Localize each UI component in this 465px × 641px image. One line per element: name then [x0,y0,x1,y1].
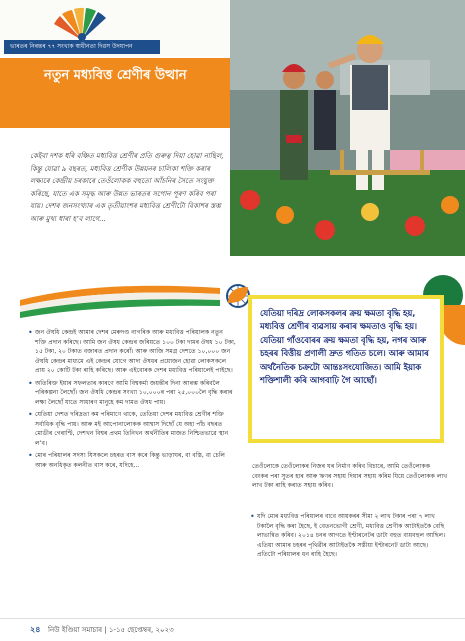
right-bullet-list [250,512,448,563]
list-item: • অতিৰিক্ত ইয়াৰ সফলতাৰ কাৰণে আমি বিশ্বকৰ্মা জয়ন্তীৰ দিনা আৰম্ভ কৰিবলৈ পৰিকল্পনা লৈছোঁ। জন ঔষধি কেন্দ্ৰৰ সংখ্যা ১০,০০০ৰ পৰা ২৫,০০০লৈ বৃদ্ধি কৰাৰ লক্ষ্য লৈছোঁ যাতে সাধাৰণ মানুহে কম দামত ঔষধ পায়। [28,379,236,408]
list-item: • জন ঔষধি কেন্দ্ৰই আমাৰ দেশৰ মেৰুদণ্ড নাগৰিক আৰু মধ্যবিত্ত পৰিয়ালক নতুন শক্তি প্ৰদান কৰিছে। আমি জন ঔষধ কেন্দ্ৰৰ জৰিয়তে ১০০ টকা দামৰ ঔষধ ১০ টকা, ১৫ টকা, ২০ টকাত বজাৰত প্ৰদান কৰোঁ। আৰু আজি সমগ্ৰ দেশতে ১০,০০০ জন ঔষধি কেন্দ্ৰৰ মাধ্যমে এই কেন্দ্ৰৰ যোগে আদা ঔষধৰ প্ৰয়োজন হোৱা লোকসকলে প্ৰায় ২০ কোটি টকা ৰাহি কৰিছে। আৰু এইবোৰক দেশৰ মধ্যবিত্ত পৰিয়ালেই পাইছে। [28,328,236,376]
right-paragraph: তেওঁলোকে তেওঁলোকৰ নিজৰ ঘৰ নিৰ্মাণ কৰিব বিচাৰে, আমি তেওঁলোকক বেংকৰ পৰা সুতৰ হাৰ আৰু ঋণৰ সহায় দিয়াৰ সহায় কৰিম যিয়ে তেওঁলোকক লাখ লাখ টকা ৰাহি কৰাত সহায় কৰিব। [252,463,448,489]
banner-strip: ভাৰতৰ নিৰন্তৰ ৭৭ সংখ্যক স্বাধীনতা দিৱস উদযাপন [4,40,160,54]
leaf-icon [226,285,250,305]
list-item: • যদি মোৰ মধ্যবিত্ত পৰিয়ালৰ বাবে আয়কৰৰ সীমা ২ লাখ টকাৰ পৰা ৭ লাখ টকালৈ বৃদ্ধি কৰা হৈছে, ই বেতনভোগী শ্ৰেণী, মধ্যবিত্ত শ্ৰেণীক আটাইতকৈ বেছি লাভান্বিত কৰিব। ২০১৪ চনৰ আগতে ইণ্টাৰনেটৰ ডাটা বহুত ব্যয়বহুল আছিল। এতিয়া আমাৰ চহৰৰ পৃথিৱীৰ আটাইতকৈ সস্তীয়া ইণ্টাৰনেট ডাটা আছে। প্ৰতিটো পৰিয়ালৰ ধন ৰাহি হৈছে। [250,512,448,560]
list-item: • মোৰ পৰিয়ালৰ সদস্য যিসকলে চহৰত বাস কৰে কিন্তু ভাড়াঘৰ, বা বস্তি, বা চেলি আৰু অনধিকৃত কলনীত বাস কৰে, যদিহে... [28,451,236,470]
tricolor-swoosh-icon [20,280,220,320]
azadi-logo-icon [32,4,132,44]
article-intro: কেইবা দশক ধৰি বঞ্চিত মধ্যবিত্ত শ্ৰেণীৰ প্ৰতি গুৰুত্ব দিয়া হোৱা নাছিল, কিন্তু যোৱা ৯ বছৰত, মধ্যবিত্ত শ্ৰেণীক উন্নয়নৰ চালিকা শক্তি কৰাৰ লক্ষ্যৰে কেন্দ্ৰীয় চৰকাৰে তেওঁলোকক বহুতো আঁচনিৰ সৈতে সংযুক্ত কৰিছে, যাতে এক সমৃদ্ধ আৰু উন্নত ভাৰতৰ সপোন পূৰণ কৰিব পৰা যায়। দেশৰ জনসংখ্যাৰ এক তৃতীয়াংশৰ মধ্যবিত্ত শ্ৰেণীটো বিকাশৰ স্তম্ভ আৰু মুখ্য ধাৰা হ’ব লাগে... [30,152,224,223]
page-number: ২৪ [30,625,41,634]
article-headline: নতুন মধ্যবিত্ত শ্ৰেণীৰ উত্থান [44,68,187,83]
footer-text: নিউ ইণ্ডিয়া সমাচাৰ | ১-১৫ ছেপ্তেম্বৰ, ২০২৩ [48,626,174,634]
pull-quote: যেতিয়া দৰিদ্ৰ লোকসকলৰ ক্ৰয় ক্ষমতা বৃদ্ধি হয়, মধ্যবিত্ত শ্ৰেণীৰ ব্যৱসায় কৰাৰ ক্ষমতাও বৃদ্ধি হয়। যেতিয়া গাঁওবোৰৰ ক্ৰয় ক্ষমতা বৃদ্ধি হয়, নগৰ আৰু চহৰৰ বিত্তীয় প্ৰণালী দ্ৰুত গতিত চলে। আৰু আমাৰ অৰ্থনৈতিক চক্ৰটো আন্তঃসংযোজিত। আমি ইয়াক শক্তিশালী কৰি আগবাঢ়ি গৈ আছোঁ। [260,308,429,386]
pull-quote-box [248,295,444,443]
independence-day-photo [230,0,465,256]
left-bullet-list [28,328,236,473]
list-item: • যেতিয়া দেশত দৰিদ্ৰতা কম পৰিমাণে থাকে, তেতিয়া দেশৰ মধ্যবিত্ত শ্ৰেণীৰ শক্তি সৰ্বাধিক বৃদ্ধি পায়। আৰু মই আপোনালোকক আশ্বাস দিছোঁ যে অহা পাঁচ বছৰত মোডীৰ গেৰাণ্টি, দেশখন বিশ্বৰ প্ৰথম তিনিখন অৰ্থনীতিৰ মাজত নিশ্চিতভাৱে স্থান ল’ব। [28,410,236,448]
